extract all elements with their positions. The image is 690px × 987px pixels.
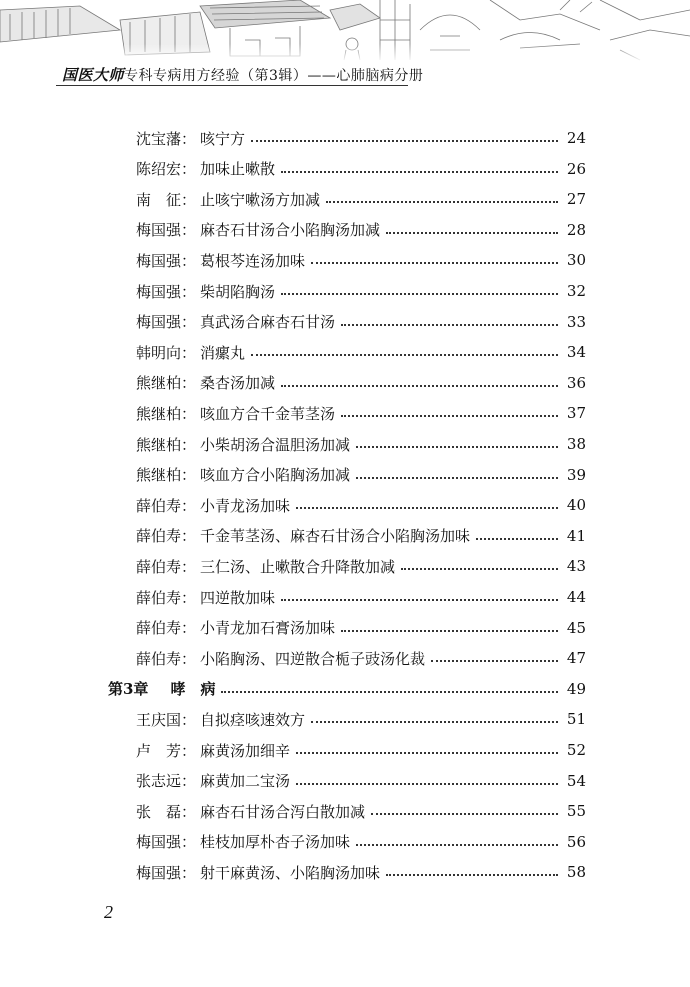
entry-page-number: 40 (566, 496, 586, 515)
entry-page-number: 55 (566, 802, 586, 821)
entry-author: 南 征： (136, 190, 197, 209)
entry-page-number: 36 (566, 373, 586, 392)
toc-entry (136, 279, 586, 303)
entry-page-number: 58 (566, 863, 586, 882)
entry-title: 止咳宁嗽汤方加减 (200, 190, 321, 209)
entry-title: 四逆散加味 (200, 588, 276, 607)
dot-leader (296, 752, 558, 754)
entry-page-number: 37 (566, 404, 586, 423)
dot-leader (251, 140, 558, 142)
dot-leader (341, 324, 558, 326)
entry-title: 麻杏石甘汤合小陷胸汤加减 (200, 221, 381, 240)
entry-author: 熊继柏： (136, 404, 197, 423)
entry-title: 桂枝加厚朴杏子汤加味 (200, 833, 351, 852)
dot-leader (311, 721, 558, 723)
toc-entry (136, 371, 586, 395)
entry-title: 葛根芩连汤加味 (200, 251, 306, 270)
dot-leader (341, 415, 558, 417)
entry-page-number: 47 (566, 649, 586, 668)
toc-entry (136, 340, 586, 364)
entry-page-number: 45 (566, 618, 586, 637)
entry-page-number: 44 (566, 588, 586, 606)
entry-author: 王庆国： (136, 710, 197, 729)
toc-entry (136, 738, 586, 762)
dot-leader (311, 262, 558, 264)
entry-author: 卢 芳： (136, 741, 197, 760)
entry-title: 桑杏汤加减 (200, 374, 276, 393)
entry-title: 麻杏石甘汤合泻白散加减 (200, 802, 366, 821)
dot-leader (341, 630, 558, 632)
entry-title: 咳血方合小陷胸汤加减 (200, 466, 351, 485)
dot-leader (386, 874, 558, 876)
series-brand: 国医大师 (62, 66, 125, 84)
dot-leader (371, 813, 558, 815)
entry-author: 薛伯寿： (136, 496, 197, 515)
entry-page-number: 52 (566, 741, 586, 759)
entry-page-number: 49 (566, 679, 586, 698)
entry-author: 梅国强： (136, 863, 197, 882)
entry-page-number: 43 (566, 557, 586, 576)
chapter-title: 哮 病 (170, 680, 216, 699)
running-header (62, 64, 462, 85)
toc-entry (136, 799, 586, 823)
toc-entry (136, 463, 586, 487)
entry-author: 梅国强： (136, 833, 197, 852)
toc-chapter (108, 677, 586, 701)
entry-page-number: 27 (566, 190, 586, 209)
dot-leader (281, 385, 558, 387)
entry-title: 三仁汤、止嗽散合升降散加减 (200, 557, 396, 576)
entry-title: 真武汤合麻杏石甘汤 (200, 313, 336, 332)
entry-title: 自拟痉咳速效方 (200, 710, 306, 729)
entry-page-number: 32 (566, 282, 586, 300)
entry-author: 韩明向： (136, 343, 197, 362)
toc-entry (136, 432, 586, 456)
toc-entry (136, 493, 586, 517)
toc-entry (136, 707, 586, 731)
entry-author: 薛伯寿： (136, 619, 197, 638)
dot-leader (281, 171, 558, 173)
dot-leader (401, 568, 558, 570)
entry-author: 熊继柏： (136, 374, 197, 393)
dot-leader (281, 293, 558, 295)
entry-title: 小柴胡汤合温胆汤加减 (200, 435, 351, 454)
toc-entry (136, 585, 586, 609)
entry-author: 梅国强： (136, 221, 197, 240)
entry-page-number: 54 (566, 771, 586, 790)
entry-page-number: 41 (566, 526, 586, 545)
entry-author: 薛伯寿： (136, 649, 197, 668)
toc-entry (136, 646, 586, 670)
entry-page-number: 33 (566, 312, 586, 331)
entry-author: 梅国强： (136, 251, 197, 270)
entry-title: 柴胡陷胸汤 (200, 282, 276, 301)
dot-leader (326, 201, 558, 203)
toc-entry (136, 830, 586, 854)
entry-page-number: 28 (566, 220, 586, 239)
entry-author: 薛伯寿： (136, 527, 197, 546)
toc-entry (136, 860, 586, 884)
entry-title: 咳宁方 (200, 129, 246, 148)
entry-author: 熊继柏： (136, 435, 197, 454)
entry-title: 射干麻黄汤、小陷胸汤加味 (200, 863, 381, 882)
toc-entry (136, 554, 586, 578)
entry-page-number: 39 (566, 465, 586, 484)
toc-entry (136, 310, 586, 334)
dot-leader (221, 691, 558, 693)
entry-title: 消瘰丸 (200, 343, 246, 362)
entry-title: 小青龙汤加味 (200, 496, 291, 515)
entry-author: 沈宝藩： (136, 129, 197, 148)
header-rule (56, 85, 408, 86)
dot-leader (356, 446, 558, 448)
toc-entry (136, 248, 586, 272)
entry-page-number: 30 (566, 251, 586, 270)
entry-author: 梅国强： (136, 282, 197, 301)
dot-leader (356, 844, 558, 846)
entry-author: 薛伯寿： (136, 557, 197, 576)
dot-leader (431, 660, 558, 662)
entry-author: 张 磊： (136, 802, 197, 821)
entry-author: 梅国强： (136, 313, 197, 332)
entry-title: 麻黄加二宝汤 (200, 772, 291, 791)
dot-leader (296, 783, 558, 785)
toc-entry (136, 616, 586, 640)
toc-entry (136, 524, 586, 548)
toc-entry (136, 218, 586, 242)
entry-author: 张志远： (136, 772, 197, 791)
entry-page-number: 34 (566, 343, 586, 362)
entry-author: 熊继柏： (136, 466, 197, 485)
toc-entry (136, 769, 586, 793)
entry-title: 加味止嗽散 (200, 160, 276, 179)
chapter-label: 第3章 (108, 680, 149, 699)
entry-page-number: 51 (566, 710, 586, 729)
dot-leader (281, 599, 558, 601)
dot-leader (386, 232, 558, 234)
page-number: 2 (104, 902, 113, 922)
dot-leader (356, 477, 558, 479)
entry-page-number: 56 (566, 832, 586, 851)
dot-leader (476, 538, 558, 540)
book-title: 专科专病用方经验（第3辑）——心肺脑病分册 (124, 68, 424, 84)
toc-entry (136, 157, 586, 181)
toc-entry (136, 187, 586, 211)
toc-entry (136, 401, 586, 425)
entry-title: 麻黄汤加细辛 (200, 741, 291, 760)
entry-author: 薛伯寿： (136, 588, 197, 607)
dot-leader (296, 507, 558, 509)
entry-title: 小青龙加石膏汤加味 (200, 619, 336, 638)
header-illustration (0, 0, 690, 62)
entry-title: 咳血方合千金苇茎汤 (200, 404, 336, 423)
entry-title: 小陷胸汤、四逆散合栀子豉汤化裁 (200, 649, 426, 668)
entry-page-number: 38 (566, 435, 586, 453)
entry-page-number: 26 (566, 159, 586, 178)
entry-page-number: 24 (566, 129, 586, 147)
entry-title: 千金苇茎汤、麻杏石甘汤合小陷胸汤加味 (200, 527, 471, 546)
entry-author: 陈绍宏： (136, 160, 197, 179)
toc-entry (136, 126, 586, 150)
dot-leader (251, 354, 558, 356)
